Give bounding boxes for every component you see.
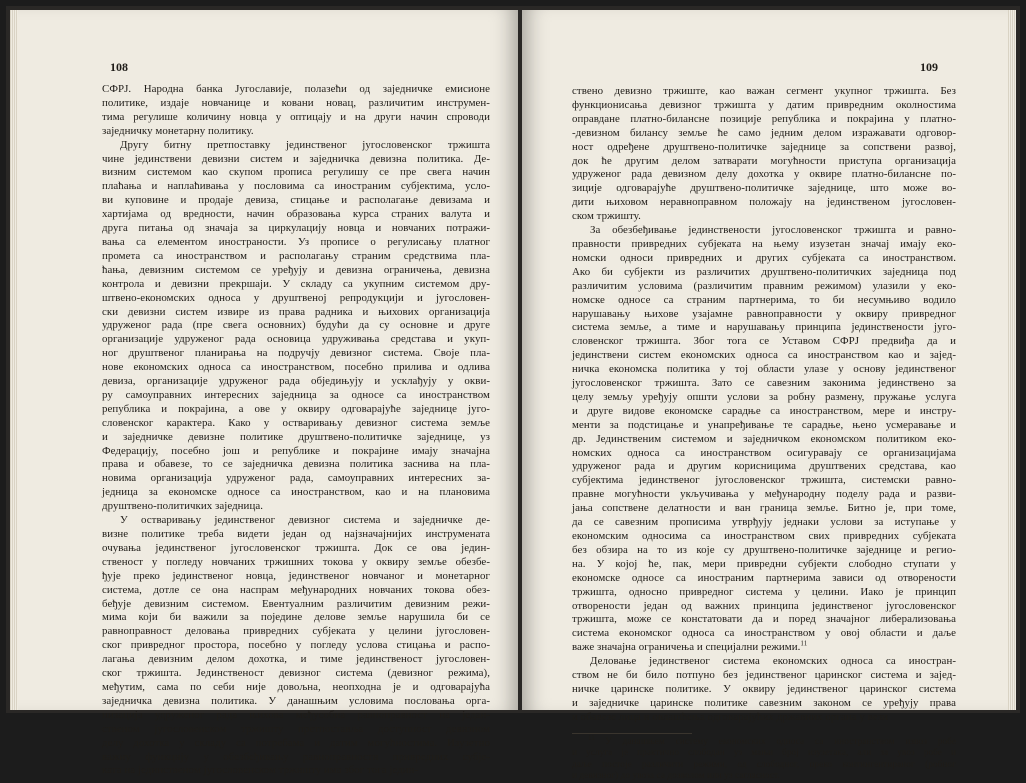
text-line: номских односа са иностранством осигуравају се организацијама — [572, 446, 956, 459]
text-line: ском тржишту. — [572, 210, 641, 223]
left-page-edges — [10, 10, 18, 710]
footnote-text: и девизног) до увоза са дозволом или уз сагласност. — [572, 771, 780, 782]
text-line: СФРЈ. Народна банка Југославије, полазећи од заједничке емисионе — [102, 83, 490, 95]
text-line: међутим, сама по себи није довољна, неопходна је и одговарајућа — [102, 680, 490, 693]
text-line: друштвено-политичких заједница. — [102, 500, 263, 513]
text-line: заједничку монетарну политику. — [102, 124, 254, 137]
text-line: и заједничке царинске политике савезним законом се уређују права — [572, 696, 956, 709]
footnote-line — [572, 733, 957, 749]
text-line: очувања јединственог југословенског тржишта. Док се ова једин- — [102, 541, 490, 554]
text-line: ћања, девизним системом се уређују и девизна ограничења, девизна — [102, 263, 490, 276]
text-line: ност одређене друштвено-политичке заједнице за сопствени развој, — [572, 140, 956, 153]
text-line: на. У којој ће, пак, мери привредни субјекти слободно ступати у — [572, 557, 956, 570]
footnote-text: и услуга је практично слободан уз мањи број изузетака, али за увоз робе и — [572, 748, 956, 759]
text-line: република и покрајина, а ове у оквиру одговарајуће заједнице југо- — [102, 402, 490, 415]
text-line: делу дохотка у складу са потребама и датим могућностима. Изузетно — [102, 736, 490, 749]
text-line: штвено-економских односа у друштвеној репродукцији и југословен- — [102, 291, 490, 304]
text-line: права и обавезе, то се заједничка девизна политика заснива на пла- — [102, 458, 490, 471]
text-line: система економског односа са иностранством у овој области и даље — [572, 627, 956, 640]
text-line: система, дотле се она наспрам међународних новчаних токова обез- — [102, 583, 490, 596]
text-line: номске односе са страним партнерима, то би несумњиво водило — [572, 293, 956, 306]
text-line: и обавезе лица и овлашћења одговарајућих државних органа у вези — [572, 710, 888, 723]
text-line: ничка економска политика у тој области улазе у основу јединственог — [572, 363, 956, 376]
text-line: оправдане платно-билансне позиције република и покрајина у платно- — [572, 112, 956, 125]
text-line: вања са елементом иностраности. Уз прописе о регулисању платног — [102, 235, 490, 248]
text-line: удруженог рада (пре свега основних) будући да су основне и друге — [102, 319, 490, 332]
right-page — [522, 10, 1016, 782]
text-line: словенског тржишта. Због тога се Уставом СФРЈ предвиђа да и — [572, 335, 956, 348]
text-line: лагања девизним делом дохотка, и тиме јединственост југословен- — [102, 653, 490, 666]
text-line: новима организација удруженог рада, самоуправних интересних за- — [102, 472, 490, 485]
text-line: југословенског тржишта. Зато се савезним законима јединствено за — [572, 377, 956, 390]
text-line: једница за економске односе са иностранством, као и на плановима — [102, 486, 490, 499]
text-line: јединствени систем економских односа са иностранством као и заjед- — [572, 349, 956, 362]
text-line: девиза, организације удруженог рада обједињују и усклађују у окви- — [102, 375, 490, 388]
left-page — [10, 10, 518, 777]
right-page-text — [572, 85, 956, 783]
text-line: док ће другим делом затварати могућности приступа организација — [572, 154, 956, 167]
text-line: У остваривању јединственог девизног система и заједничке де- — [120, 514, 490, 527]
right-page-number: 109 — [920, 60, 938, 74]
text-line: правности привредних субјеката на њему изузетан значај имају еко- — [572, 237, 956, 250]
text-line: ног друштвеног планирања на подручју девизног система. Своје пла- — [102, 347, 490, 360]
text-line: номски односи привредних и других субјеката са иностранством. — [572, 251, 956, 264]
text-line: удруженог рада девизном делу дохотка у оквире платно-билансне по- — [572, 168, 956, 181]
text-line: ског тржишта. Јединственост девизног система (девизног режима), — [102, 667, 490, 680]
text-line: заједничка девизна политика. У данашњим условима пословања орга- — [102, 694, 490, 707]
footnote-line — [572, 760, 956, 772]
text-line: различитим условима (различитим правним режимом) улазили у еко- — [572, 279, 956, 292]
text-line: зиције одговарајуће друштвено-политичке заједнице, што може во- — [572, 182, 956, 195]
text-line: ством не би било потпуно без јединственог царинског система и заjед- — [572, 669, 956, 682]
text-line: тржишта, може се констатовати да и поред значајног либерализовања — [572, 613, 956, 626]
text-line: ви куповине и продаје девиза, стицање и располагање девизама и — [102, 194, 490, 207]
text-line: отворености један од важних принципа јединственог југословенског — [572, 599, 956, 612]
text-line: дити њиховом неравноправном положају на јединственом југословен- — [572, 196, 956, 209]
footnote-reference: 11 — [800, 639, 808, 648]
footnote-line — [572, 748, 956, 760]
text-line: чине јединствени девизни систем и заједничка девизна политика. Де- — [102, 152, 490, 165]
book-spread — [6, 6, 1020, 782]
text-line: ски девизни систем извире из права радника и њихових организација — [102, 305, 490, 318]
footnote-text: У данашњем систему економских односа са иностранством извоз робе — [605, 736, 957, 747]
text-line: др. Јединственим системом и заједничком економском политиком еко- — [572, 432, 956, 445]
footnote-line — [572, 771, 956, 783]
text-line: Другу битну претпоставку јединственог југословенског тржишта — [120, 138, 490, 151]
text-line: контрола и девизни прекршаји. У складу са укупним системом дру- — [102, 277, 490, 290]
text-line: политике, издаје новчанице и ковани новац, различитим инструмен- — [102, 96, 490, 109]
text-line: визним системом као скупом прописа регулишу се пре свега начин — [102, 166, 490, 179]
text-line: система земље, а тиме и нарушавању принципа јединствености југо- — [572, 321, 956, 334]
text-line: -девизном билансу земље ће само једним делом изражавати одговор- — [572, 126, 956, 139]
footnote-number: 11 — [588, 733, 606, 742]
text-line: и друге видове економске сарадње са иностранством, мере и инстру- — [572, 404, 956, 417]
text-line: Ако би субјекти из различитих друштвено-политичких заједница под — [572, 265, 956, 278]
text-line: тржишта, односно привредног система у целини. Иако је принцип — [572, 585, 956, 598]
text-line: визне политике треба видети један од најзначајнијих инструмената — [102, 528, 490, 540]
text-line: нарушавању њихове узајамне равноправности у оквиру привредног — [572, 307, 956, 320]
text-line: нове економских односа са иностранством, посебно прилива и одлива — [102, 361, 490, 374]
text-line: ничке царинске политике. У оквиру јединственог царинског система — [572, 682, 956, 695]
text-line: важну функцију у обезбеђивању равноправности привредних субје- — [102, 750, 490, 763]
text-line: јања сопствене делатности и ван граница земље. Битно је, при томе, — [572, 502, 956, 515]
text-line: без обзира на то из које су друштвено-политичке заједнице и регио- — [572, 543, 956, 556]
text-line: плаћања и наплаћивања у пословима са иностраним субјектима, усло- — [102, 180, 490, 193]
text-line: организације удруженог рада основица удруживања средстава и укуп- — [102, 333, 490, 346]
text-line: ђује преко јединственог новца, јединственог новчаног и монетарног — [102, 569, 490, 582]
text-line: економским односима са иностранством свих привредних субјеката — [572, 530, 956, 542]
text-line: ственом југословенском тржишту претпоставља доступност девизном — [102, 722, 490, 735]
text-line: мима који би важили за поједине делове земље нарушила би се — [102, 611, 490, 624]
text-line: функционисања девизног тржишта у датим привредним околностима — [572, 98, 956, 111]
text-line: промета са иностранством и располагању страним средствима пла- — [102, 249, 490, 262]
text-line: ствено девизно тржиште, као важан сегмент укупног тржишта. Без — [572, 85, 956, 97]
text-line: друга питања од значаја за циркулацију новца и новчаних потражи- — [102, 222, 490, 235]
text-line: и заједничке девизне политике друштвено-политичке заједнице, уз — [102, 430, 490, 443]
text-line: субјектима јединственог југословенског тржишта, системски равно- — [572, 474, 956, 487]
text-line: ског привредног простора, посебно у погледу услова стицања и распо- — [102, 639, 490, 652]
text-line: важе значајна ограничења и специјални режими.$^{11}$ — [572, 639, 808, 654]
text-line: Федерацију, посебно још и републике и покрајине имају значајна — [102, 444, 490, 457]
text-line: менти за подстицање и унапређивање те сарадње, њено усмеравање и — [572, 418, 956, 431]
text-line: беђује девизним системом. Евентуалним различитим девизним режи- — [102, 597, 490, 610]
left-page-text — [102, 83, 490, 778]
text-line: економске односе са иностраним партнерима зависи од отворености — [572, 571, 956, 584]
left-page-number: 108 — [110, 60, 128, 74]
text-line: тима регулише количину новца у оптицају и на други начин спроводи — [102, 110, 490, 123]
footnote-text: даље постоје различити режими, од слободног, преко контингентираног (робног — [572, 759, 956, 770]
text-line: Деловање јединственог система економских односа са иностран- — [590, 655, 956, 668]
right-page-edges — [1008, 10, 1016, 710]
text-line: да се савезним прописима утврђују једнаки услови за иступање у — [572, 516, 956, 529]
text-line: ственост у погледу новчаних тржишних токова у оквиру земље обезбе- — [102, 555, 490, 568]
text-line: равноправност деловања привредних субјеката у целини југословен- — [102, 625, 490, 638]
text-line: За обезбеђивање јединствености југословенског тржишта и равно- — [590, 224, 956, 237]
text-line: словенског карактера. Како у остваривању девизног система земље — [102, 416, 490, 429]
text-line: ката на јединственом југословенском тржишту има због тога једин- — [102, 764, 419, 777]
text-line: хартијама од вредности, начин образовања курса страних валута и — [102, 208, 490, 221]
text-line: низација удруженог рада њихова међусобна равноправност на један- — [102, 708, 490, 721]
text-line: ру самоуправних интересних заједница за односе са иностранством — [102, 388, 490, 401]
text-line: удруженог рада и другим корисницима друштвених средстава, као — [572, 460, 956, 473]
text-line: правне могућности укључивања у међународну поделу рада и разви- — [572, 488, 956, 501]
text-line: целу земљу уређују општи услови за робну размену, пружање услуга — [572, 390, 956, 403]
